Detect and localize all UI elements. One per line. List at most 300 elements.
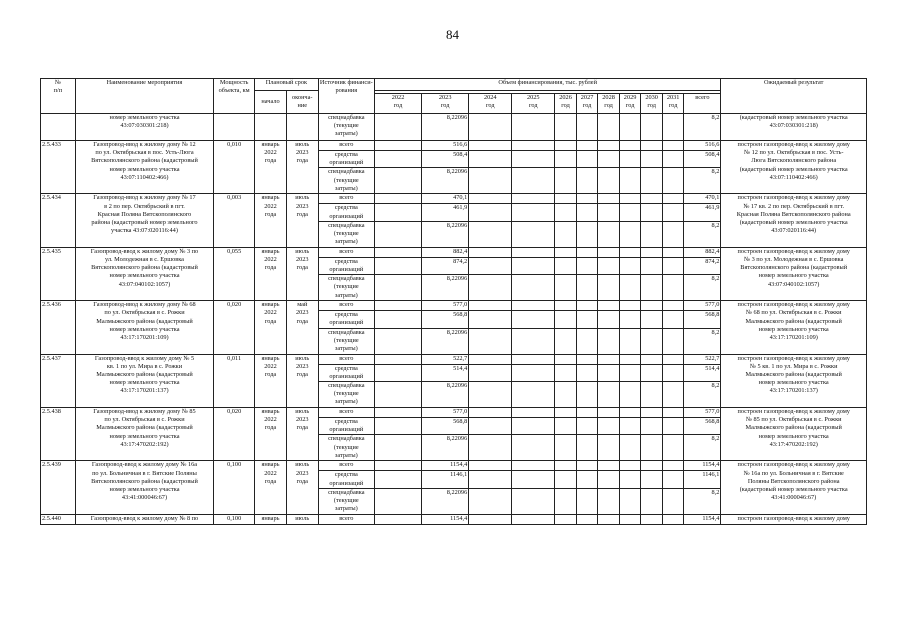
total-cell: 8,2: [684, 114, 721, 141]
year-cell: [641, 354, 663, 364]
year-cell: [576, 461, 598, 471]
year-cell: 1154,4: [422, 514, 469, 524]
year-cell: [469, 328, 512, 354]
year-cell: [662, 204, 684, 221]
source-cell: всего: [318, 354, 374, 364]
table-row: [41, 514, 867, 524]
total-cell: 8,2: [684, 435, 721, 461]
year-cell: [555, 141, 577, 151]
year-cell: [641, 151, 663, 168]
total-cell: 461,9: [684, 204, 721, 221]
year-cell: [374, 408, 421, 418]
year-cell: [598, 301, 620, 311]
start-cell: январь 2022 года: [255, 194, 287, 247]
capacity-cell: [214, 114, 255, 141]
year-cell: [641, 364, 663, 381]
year-cell: [374, 141, 421, 151]
year-cell: [598, 247, 620, 257]
year-cell: [374, 275, 421, 301]
year-cell: [374, 364, 421, 381]
source-cell: средства организаций: [318, 311, 374, 328]
year-cell: [469, 471, 512, 488]
year-cell: [641, 275, 663, 301]
year-cell: [641, 471, 663, 488]
year-cell: [619, 194, 641, 204]
year-cell: [619, 364, 641, 381]
end-cell: июль 2023 года: [286, 247, 318, 300]
year-cell: [555, 354, 577, 364]
name-cell: Газопровод-ввод к жилому дому № 85 по ул. Октябрьская в с. Рожки Малмыжского района (кадастровый номер земельного участка 43:17:470202:192): [75, 408, 213, 461]
total-cell: 1154,4: [684, 461, 721, 471]
header-end: оконча- ние: [286, 91, 318, 114]
year-cell: [555, 247, 577, 257]
year-cell: [619, 151, 641, 168]
year-cell: [641, 194, 663, 204]
year-cell: [619, 471, 641, 488]
year-cell: [662, 382, 684, 408]
capacity-cell: 0,003: [214, 194, 255, 247]
year-cell: [641, 418, 663, 435]
year-cell: [469, 408, 512, 418]
year-cell: [469, 354, 512, 364]
result-cell: построен газопровод-ввод к жилому дому: [721, 514, 867, 524]
year-cell: [641, 408, 663, 418]
year-cell: [662, 364, 684, 381]
year-cell: [598, 488, 620, 514]
capacity-cell: 0,055: [214, 247, 255, 300]
result-cell: (кадастровый номер земельного участка 43:07:030301:218): [721, 114, 867, 141]
end-cell: июль 2023 года: [286, 354, 318, 407]
year-cell: [619, 514, 641, 524]
total-cell: 882,4: [684, 247, 721, 257]
year-cell: [576, 435, 598, 461]
num-cell: 2.5.440: [41, 514, 76, 524]
year-cell: [641, 247, 663, 257]
year-cell: [469, 435, 512, 461]
total-cell: 8,2: [684, 221, 721, 247]
header-year: 2028 год: [598, 94, 620, 114]
year-cell: [641, 382, 663, 408]
num-cell: 2.5.438: [41, 408, 76, 461]
num-cell: 2.5.437: [41, 354, 76, 407]
table-header: [41, 79, 867, 114]
year-cell: [662, 488, 684, 514]
year-cell: [598, 275, 620, 301]
year-cell: [576, 168, 598, 194]
table-row: [41, 301, 867, 311]
year-cell: [374, 151, 421, 168]
financing-table: [40, 78, 867, 525]
year-cell: 8,22096: [422, 114, 469, 141]
year-cell: [555, 311, 577, 328]
year-cell: [469, 488, 512, 514]
source-cell: спецнадбавка (текущие затраты): [318, 275, 374, 301]
year-cell: [374, 194, 421, 204]
total-cell: 8,2: [684, 488, 721, 514]
year-cell: [576, 204, 598, 221]
year-cell: [619, 311, 641, 328]
header-num: № п/п: [41, 79, 76, 114]
result-cell: построен газопровод-ввод к жилому дому № 16а по ул. Больничная в г. Вятские Поляны Вятскополянского района (кадастровый номер земельного участка 43:41:000046:67): [721, 461, 867, 514]
year-cell: [662, 114, 684, 141]
year-cell: 874,2: [422, 257, 469, 274]
end-cell: июль 2023 года: [286, 194, 318, 247]
year-cell: [619, 328, 641, 354]
start-cell: январь: [255, 514, 287, 524]
year-cell: 516,6: [422, 141, 469, 151]
year-cell: 8,22096: [422, 328, 469, 354]
year-cell: [469, 275, 512, 301]
year-cell: [512, 435, 555, 461]
year-cell: [662, 151, 684, 168]
year-cell: [512, 364, 555, 381]
year-cell: [555, 114, 577, 141]
header-source: Источник финанси- рования: [318, 79, 374, 114]
year-cell: [641, 514, 663, 524]
source-cell: всего: [318, 461, 374, 471]
year-cell: [662, 461, 684, 471]
header-year: 2027 год: [576, 94, 598, 114]
year-cell: [374, 461, 421, 471]
year-cell: [662, 247, 684, 257]
header-year: 2026 год: [555, 94, 577, 114]
source-cell: спецнадбавка (текущие затраты): [318, 114, 374, 141]
result-cell: построен газопровод-ввод к жилому дому № 5 кв. 1 по ул. Мира в с. Рожки Малмыжского района (кадастровый номер земельного участка 43:17:170201:137): [721, 354, 867, 407]
year-cell: [598, 408, 620, 418]
year-cell: [641, 311, 663, 328]
year-cell: [576, 221, 598, 247]
year-cell: [598, 435, 620, 461]
year-cell: [641, 204, 663, 221]
source-cell: всего: [318, 301, 374, 311]
year-cell: [555, 257, 577, 274]
year-cell: 8,22096: [422, 221, 469, 247]
year-cell: [469, 382, 512, 408]
year-cell: [598, 204, 620, 221]
table-row: [41, 247, 867, 257]
year-cell: [374, 204, 421, 221]
year-cell: [619, 435, 641, 461]
end-cell: июль 2023 года: [286, 461, 318, 514]
year-cell: [374, 382, 421, 408]
num-cell: 2.5.436: [41, 301, 76, 354]
total-cell: 8,2: [684, 168, 721, 194]
year-cell: [662, 471, 684, 488]
header-name: Наименование мероприятия: [75, 79, 213, 114]
end-cell: июль 2023 года: [286, 408, 318, 461]
source-cell: всего: [318, 141, 374, 151]
year-cell: [619, 408, 641, 418]
total-cell: 516,6: [684, 141, 721, 151]
year-cell: [512, 311, 555, 328]
source-cell: средства организаций: [318, 471, 374, 488]
year-cell: [598, 141, 620, 151]
table-row: [41, 461, 867, 471]
year-cell: [641, 257, 663, 274]
end-cell: [286, 114, 318, 141]
year-cell: [662, 257, 684, 274]
year-cell: [619, 301, 641, 311]
year-cell: [555, 514, 577, 524]
year-cell: 8,22096: [422, 275, 469, 301]
year-cell: 577,0: [422, 301, 469, 311]
year-cell: [619, 488, 641, 514]
year-cell: [469, 194, 512, 204]
year-cell: [374, 328, 421, 354]
year-cell: 568,8: [422, 418, 469, 435]
year-cell: [641, 461, 663, 471]
year-cell: [512, 328, 555, 354]
year-cell: [619, 168, 641, 194]
year-cell: [619, 204, 641, 221]
name-cell: номер земельного участка 43:07:030301:218): [75, 114, 213, 141]
name-cell: Газопровод-ввод к жилому дому № 3 по ул. Молодежная в с. Ершовка Вятскополянского района (кадастровый номер земельного участка 43:07:040102:1057): [75, 247, 213, 300]
total-cell: 8,2: [684, 275, 721, 301]
source-cell: всего: [318, 247, 374, 257]
year-cell: [598, 354, 620, 364]
year-cell: [374, 221, 421, 247]
year-cell: [512, 488, 555, 514]
source-cell: средства организаций: [318, 364, 374, 381]
end-cell: июль 2023 года: [286, 141, 318, 194]
year-cell: [512, 114, 555, 141]
result-cell: построен газопровод-ввод к жилому дому № 3 по ул. Молодежная в с. Ершовка Вятскополянского района (кадастровый номер земельного участка 43:07:040102:1057): [721, 247, 867, 300]
table-body: [41, 114, 867, 525]
year-cell: [555, 435, 577, 461]
year-cell: [598, 364, 620, 381]
start-cell: [255, 114, 287, 141]
year-cell: [512, 461, 555, 471]
source-cell: спецнадбавка (текущие затраты): [318, 221, 374, 247]
year-cell: [662, 311, 684, 328]
year-cell: [374, 471, 421, 488]
header-year: 2023 год: [422, 94, 469, 114]
year-cell: 568,8: [422, 311, 469, 328]
year-cell: [641, 301, 663, 311]
year-cell: [576, 247, 598, 257]
year-cell: [576, 364, 598, 381]
year-cell: [576, 382, 598, 408]
year-cell: 8,22096: [422, 435, 469, 461]
year-cell: [469, 257, 512, 274]
capacity-cell: 0,100: [214, 514, 255, 524]
year-cell: 461,9: [422, 204, 469, 221]
name-cell: Газопровод-ввод к жилому дому № 5 кв. 1 по ул. Мира в с. Рожки Малмыжского района (кадастровый номер земельного участка 43:17:170201:137): [75, 354, 213, 407]
header-total: всего: [684, 94, 721, 114]
year-cell: 508,4: [422, 151, 469, 168]
name-cell: Газопровод-ввод к жилому дому № 12 по ул. Октябрьская в пос. Усть-Люга Вятскополянского района (кадастровый номер земельного участка 43:07:110402:466): [75, 141, 213, 194]
total-cell: 577,0: [684, 301, 721, 311]
start-cell: январь 2022 года: [255, 247, 287, 300]
num-cell: 2.5.433: [41, 141, 76, 194]
year-cell: [555, 221, 577, 247]
end-cell: июль: [286, 514, 318, 524]
year-cell: [598, 418, 620, 435]
year-cell: [641, 114, 663, 141]
year-cell: [469, 151, 512, 168]
end-cell: май 2023 года: [286, 301, 318, 354]
year-cell: 577,0: [422, 408, 469, 418]
year-cell: [598, 514, 620, 524]
header-period: Плановый срок: [255, 79, 319, 91]
year-cell: [469, 247, 512, 257]
year-cell: 1154,4: [422, 461, 469, 471]
year-cell: [555, 408, 577, 418]
year-cell: [662, 408, 684, 418]
year-cell: [555, 364, 577, 381]
year-cell: [374, 488, 421, 514]
year-cell: [662, 418, 684, 435]
year-cell: [662, 168, 684, 194]
start-cell: январь 2022 года: [255, 461, 287, 514]
year-cell: [374, 301, 421, 311]
table-row: [41, 194, 867, 204]
year-cell: [619, 382, 641, 408]
year-cell: [576, 257, 598, 274]
year-cell: [555, 488, 577, 514]
year-cell: [469, 141, 512, 151]
year-cell: 8,22096: [422, 382, 469, 408]
year-cell: [374, 354, 421, 364]
header-result: Ожидаемый результат: [721, 79, 867, 114]
year-cell: [469, 514, 512, 524]
year-cell: [576, 301, 598, 311]
year-cell: [662, 514, 684, 524]
year-cell: [512, 221, 555, 247]
year-cell: [469, 204, 512, 221]
year-cell: [374, 418, 421, 435]
num-cell: 2.5.435: [41, 247, 76, 300]
year-cell: [512, 141, 555, 151]
name-cell: Газопровод-ввод к жилому дому № 8 по: [75, 514, 213, 524]
name-cell: Газопровод-ввод к жилому дому № 68 по ул. Октябрьская в с. Рожки Малмыжского района (кадастровый номер земельного участка 43:17:170201:109): [75, 301, 213, 354]
year-cell: [512, 354, 555, 364]
year-cell: [619, 114, 641, 141]
source-cell: средства организаций: [318, 418, 374, 435]
year-cell: [555, 418, 577, 435]
capacity-cell: 0,020: [214, 408, 255, 461]
year-cell: [374, 514, 421, 524]
year-cell: [555, 194, 577, 204]
num-cell: [41, 114, 76, 141]
header-year: 2031 год: [662, 94, 684, 114]
total-cell: 8,2: [684, 382, 721, 408]
year-cell: [662, 435, 684, 461]
result-cell: построен газопровод-ввод к жилому дому № 17 кв. 2 по пер. Октябрьский в пгт. Красная Поляна Вятскополянского района (кадастровый номер земельного участка 43:07:020116:44): [721, 194, 867, 247]
year-cell: 882,4: [422, 247, 469, 257]
start-cell: январь 2022 года: [255, 408, 287, 461]
total-cell: 522,7: [684, 354, 721, 364]
header-capacity: Мощность объекта, км: [214, 79, 255, 114]
year-cell: [598, 382, 620, 408]
year-cell: [598, 461, 620, 471]
year-cell: [512, 194, 555, 204]
total-cell: 874,2: [684, 257, 721, 274]
total-cell: 577,0: [684, 408, 721, 418]
year-cell: [469, 168, 512, 194]
year-cell: [512, 247, 555, 257]
year-cell: [576, 114, 598, 141]
header-year: 2029 год: [619, 94, 641, 114]
year-cell: [598, 194, 620, 204]
year-cell: [662, 221, 684, 247]
year-cell: [662, 328, 684, 354]
header-year: 2025 год: [512, 94, 555, 114]
year-cell: [469, 114, 512, 141]
year-cell: [576, 151, 598, 168]
result-cell: построен газопровод-ввод к жилому дому № 68 по ул. Октябрьская в с. Рожки Малмыжского района (кадастровый номер земельного участка 43:17:170201:109): [721, 301, 867, 354]
year-cell: [619, 257, 641, 274]
year-cell: [641, 435, 663, 461]
year-cell: [576, 194, 598, 204]
page-number: 84: [446, 27, 459, 42]
total-cell: 470,1: [684, 194, 721, 204]
year-cell: [576, 418, 598, 435]
year-cell: [662, 301, 684, 311]
num-cell: 2.5.434: [41, 194, 76, 247]
year-cell: [598, 114, 620, 141]
capacity-cell: 0,011: [214, 354, 255, 407]
year-cell: [555, 168, 577, 194]
year-cell: [512, 257, 555, 274]
year-cell: [662, 354, 684, 364]
total-cell: 508,4: [684, 151, 721, 168]
year-cell: [619, 418, 641, 435]
year-cell: [555, 471, 577, 488]
year-cell: [576, 471, 598, 488]
total-cell: 514,4: [684, 364, 721, 381]
year-cell: [619, 247, 641, 257]
year-cell: 8,22096: [422, 488, 469, 514]
source-cell: средства организаций: [318, 257, 374, 274]
year-cell: [374, 311, 421, 328]
year-cell: [641, 221, 663, 247]
year-cell: [576, 408, 598, 418]
capacity-cell: 0,100: [214, 461, 255, 514]
capacity-cell: 0,010: [214, 141, 255, 194]
year-cell: 470,1: [422, 194, 469, 204]
source-cell: спецнадбавка (текущие затраты): [318, 488, 374, 514]
year-cell: [598, 257, 620, 274]
start-cell: январь 2022 года: [255, 354, 287, 407]
source-cell: всего: [318, 194, 374, 204]
year-cell: [619, 461, 641, 471]
year-cell: [555, 275, 577, 301]
year-cell: [512, 408, 555, 418]
capacity-cell: 0,020: [214, 301, 255, 354]
year-cell: [512, 382, 555, 408]
year-cell: [555, 301, 577, 311]
result-cell: построен газопровод-ввод к жилому дому № 85 по ул. Октябрьская в с. Рожки Малмыжского района (кадастровый номер земельного участка 43:17:470202:192): [721, 408, 867, 461]
source-cell: спецнадбавка (текущие затраты): [318, 168, 374, 194]
year-cell: [512, 168, 555, 194]
year-cell: [598, 328, 620, 354]
year-cell: [576, 275, 598, 301]
year-cell: [374, 247, 421, 257]
year-cell: [576, 141, 598, 151]
start-cell: январь 2022 года: [255, 141, 287, 194]
year-cell: [598, 151, 620, 168]
year-cell: [555, 151, 577, 168]
num-cell: 2.5.439: [41, 461, 76, 514]
year-cell: [469, 311, 512, 328]
year-cell: [555, 382, 577, 408]
year-cell: [555, 328, 577, 354]
year-cell: [555, 461, 577, 471]
header-year: 2022 год: [374, 94, 421, 114]
year-cell: [374, 257, 421, 274]
year-cell: [619, 354, 641, 364]
